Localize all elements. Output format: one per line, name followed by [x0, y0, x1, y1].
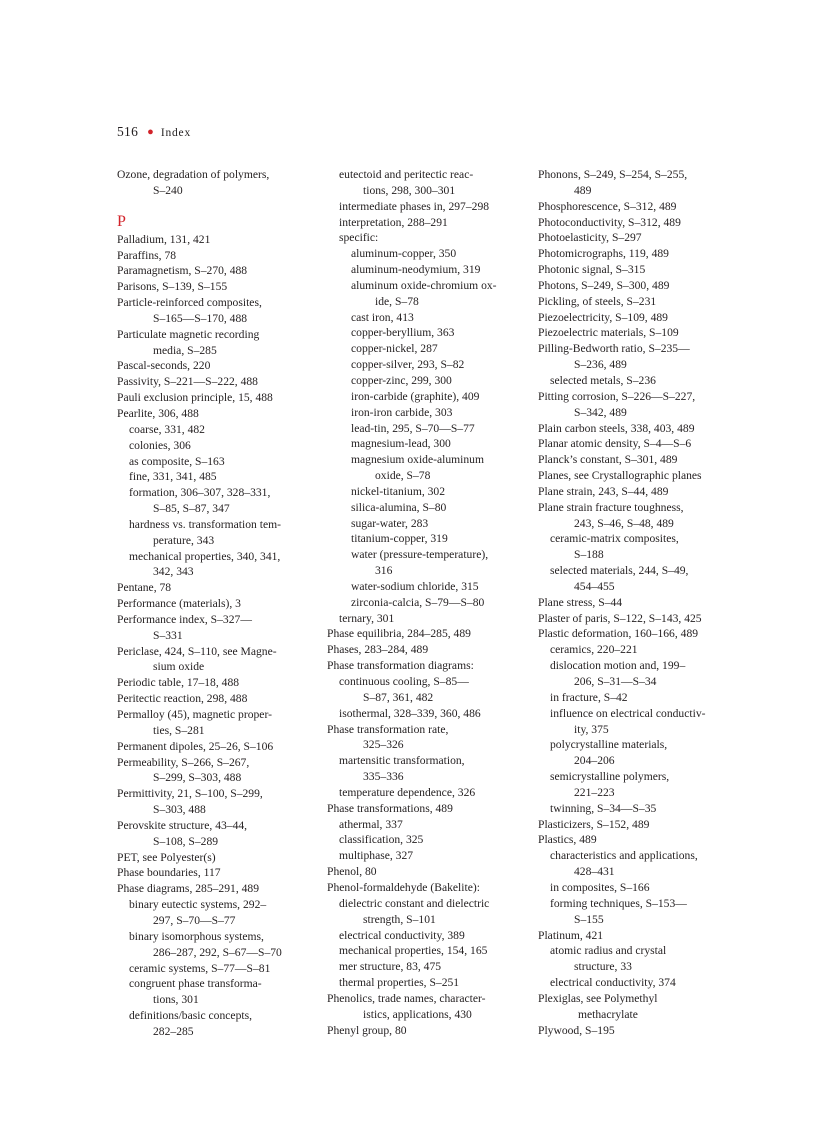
index-entry-continuation: methacrylate	[578, 1007, 638, 1021]
index-entry-continuation: 335–336	[363, 770, 404, 784]
index-entry: Phenolics, trade names, character-	[327, 991, 486, 1005]
index-entry: Plasticizers, S–152, 489	[538, 817, 650, 831]
index-entry: Plane strain fracture toughness,	[538, 500, 684, 514]
index-entry: Phases, 283–284, 489	[327, 643, 429, 657]
index-entry: Plane strain, 243, S–44, 489	[538, 484, 669, 498]
index-entry-continuation: S–188	[574, 548, 604, 562]
index-entry: Pickling, of steels, S–231	[538, 294, 657, 308]
index-entry: Permalloy (45), magnetic proper-	[117, 708, 272, 721]
index-entry-continuation: istics, applications, 430	[363, 1007, 472, 1021]
index-entry-continuation: 204–206	[574, 754, 615, 768]
index-subentry: magnesium oxide-aluminum	[351, 453, 484, 467]
index-subentry: silica-alumina, S–80	[351, 500, 447, 514]
index-subentry: selected materials, 244, S–49,	[550, 564, 689, 578]
index-subentry: electrical conductivity, 374	[550, 976, 676, 990]
index-subentry: fine, 331, 341, 485	[129, 470, 217, 484]
index-subentry: thermal properties, S–251	[339, 976, 460, 990]
index-subentry: ceramic-matrix composites,	[550, 532, 679, 546]
index-subentry: titanium-copper, 319	[351, 532, 448, 546]
index-subentry: forming techniques, S–153—	[550, 896, 687, 910]
index-entry: Periodic table, 17–18, 488	[117, 676, 240, 690]
index-entry: Pearlite, 306, 488	[117, 406, 199, 420]
index-entry-continuation: 221–223	[574, 785, 615, 799]
index-entry: Pitting corrosion, S–226—S–227,	[538, 389, 696, 403]
index-subentry: selected metals, S–236	[550, 373, 656, 387]
index-entry: Particle-reinforced composites,	[117, 296, 262, 310]
index-subentry: magnesium-lead, 300	[351, 437, 451, 451]
index-subentry: aluminum oxide-chromium ox-	[351, 278, 497, 292]
index-entry: Parisons, S–139, S–155	[117, 280, 228, 294]
index-subentry: definitions/basic concepts,	[129, 1009, 252, 1023]
page-number: 516	[117, 124, 139, 139]
index-entry-continuation: oxide, S–78	[375, 469, 431, 483]
index-subentry: classification, 325	[339, 833, 424, 847]
index-entry: Plastic deformation, 160–166, 489	[538, 627, 699, 641]
index-subentry: semicrystalline polymers,	[550, 770, 670, 784]
index-entry-continuation: strength, S–101	[363, 912, 436, 926]
index-entry: Peritectic reaction, 298, 488	[117, 692, 248, 706]
index-entry: Plaster of paris, S–122, S–143, 425	[538, 611, 702, 625]
index-entry: Piezoelectricity, S–109, 489	[538, 310, 668, 324]
index-entry-continuation: S–303, 488	[153, 803, 206, 817]
index-entry: Pauli exclusion principle, 15, 488	[117, 391, 273, 405]
index-entry-continuation: S–85, S–87, 347	[153, 502, 230, 516]
index-entry: Particulate magnetic recording	[117, 327, 260, 341]
index-subentry: in fracture, S–42	[550, 690, 628, 704]
index-entry: Perovskite structure, 43–44,	[117, 818, 248, 832]
index-entry: Performance index, S–327—	[117, 612, 252, 626]
index-subentry: eutectoid and peritectic reac-	[339, 168, 474, 181]
index-subentry: iron-carbide (graphite), 409	[351, 389, 480, 403]
index-entry: Pascal-seconds, 220	[117, 359, 211, 373]
index-subentry: dislocation motion and, 199–	[550, 659, 686, 673]
index-entry-continuation: 428–431	[574, 865, 615, 879]
index-entry: Paramagnetism, S–270, 488	[117, 264, 248, 278]
index-entry: Planck’s constant, S–301, 489	[538, 453, 678, 467]
index-entry-continuation: 243, S–46, S–48, 489	[574, 516, 674, 530]
index-subentry: characteristics and applications,	[550, 849, 698, 863]
index-entry: Performance (materials), 3	[117, 597, 241, 611]
index-entry: Palladium, 131, 421	[117, 232, 211, 246]
index-subentry: influence on electrical conductiv-	[550, 706, 706, 720]
index-entry-continuation: S–299, S–303, 488	[153, 771, 242, 785]
index-entry-continuation: S–108, S–289	[153, 834, 219, 848]
index-entry-continuation: S–331	[153, 628, 183, 642]
index-subentry: mechanical properties, 340, 341,	[129, 549, 281, 563]
index-entry-continuation: S–87, 361, 482	[363, 690, 434, 704]
index-entry: Phase transformations, 489	[327, 801, 453, 815]
index-subentry: cast iron, 413	[351, 310, 414, 324]
index-entry-continuation: structure, 33	[574, 960, 632, 974]
index-entry: Paraffins, 78	[117, 248, 177, 262]
index-subentry: atomic radius and crystal	[550, 944, 667, 958]
index-entry: Photomicrographs, 119, 489	[538, 247, 669, 261]
index-entry: Phonons, S–249, S–254, S–255,	[538, 168, 688, 181]
index-entry: Plastics, 489	[538, 833, 597, 847]
index-subentry: sugar-water, 283	[351, 516, 429, 530]
index-entry: Plane stress, S–44	[538, 595, 623, 609]
index-subentry: nickel-titanium, 302	[351, 484, 446, 498]
index-entry-continuation: 325–326	[363, 738, 404, 752]
index-entry: Plywood, S–195	[538, 1023, 615, 1037]
index-entry: Ozone, degradation of polymers,	[117, 168, 270, 181]
index-subentry: aluminum-copper, 350	[351, 247, 457, 261]
index-entry-continuation: perature, 343	[153, 533, 215, 547]
section-gap	[117, 199, 313, 213]
index-subentry: colonies, 306	[129, 438, 191, 452]
index-subentry: zirconia-calcia, S–79—S–80	[351, 595, 485, 609]
index-entry: Plain carbon steels, 338, 403, 489	[538, 421, 695, 435]
index-subentry: lead-tin, 295, S–70—S–77	[351, 421, 475, 435]
index-entry: Platinum, 421	[538, 928, 604, 942]
index-entry-continuation: 206, S–31—S–34	[574, 675, 657, 688]
index-entry: Photoconductivity, S–312, 489	[538, 215, 681, 229]
index-column-2	[327, 167, 525, 1038]
index-subentry: formation, 306–307, 328–331,	[129, 486, 271, 500]
index-entry-continuation: S–240	[153, 183, 183, 197]
index-subentry: twinning, S–34—S–35	[550, 801, 657, 815]
index-entry-continuation: ties, S–281	[153, 723, 205, 737]
index-entry: Permeability, S–266, S–267,	[117, 755, 250, 769]
index-subentry: mechanical properties, 154, 165	[339, 944, 488, 958]
bullet-icon: ●	[147, 126, 154, 138]
index-entry: Photonic signal, S–315	[538, 263, 646, 277]
index-subentry: iron-iron carbide, 303	[351, 405, 453, 419]
index-entry-continuation: S–236, 489	[574, 358, 627, 372]
index-subentry: binary isomorphous systems,	[129, 929, 264, 943]
index-subentry: water-sodium chloride, 315	[351, 579, 479, 593]
index-column-1	[117, 167, 313, 1040]
index-entry-continuation: 489	[574, 183, 592, 197]
index-subentry: copper-zinc, 299, 300	[351, 373, 452, 387]
index-entry: Piezoelectric materials, S–109	[538, 326, 679, 340]
index-entry-continuation: sium oxide	[153, 660, 205, 674]
index-entry: Phenol, 80	[327, 865, 377, 879]
index-subentry: athermal, 337	[339, 817, 403, 831]
index-entry-continuation: 454–455	[574, 579, 615, 593]
index-entry-continuation: 282–285	[153, 1024, 194, 1038]
index-column-3	[538, 167, 738, 1038]
index-entry-continuation: 297, S–70—S–77	[153, 913, 236, 927]
index-entry-continuation: S–155	[574, 912, 604, 926]
index-subentry: intermediate phases in, 297–298	[339, 199, 490, 213]
index-subentry: continuous cooling, S–85—	[339, 675, 469, 688]
index-entry-continuation: tions, 301	[153, 993, 199, 1007]
index-entry: Pilling-Bedworth ratio, S–235—	[538, 342, 690, 356]
index-entry-continuation: S–165—S–170, 488	[153, 311, 248, 325]
section-title: Index	[160, 127, 191, 139]
index-entry-continuation: 286–287, 292, S–67—S–70	[153, 945, 282, 959]
index-entry: Plexiglas, see Polymethyl	[538, 991, 658, 1005]
index-entry: Phosphorescence, S–312, 489	[538, 199, 677, 213]
index-entry-continuation: 342, 343	[153, 565, 194, 579]
index-subentry: martensitic transformation,	[339, 754, 465, 768]
index-entry: Permittivity, 21, S–100, S–299,	[117, 787, 263, 801]
index-entry-continuation: media, S–285	[153, 343, 217, 357]
index-entry: Pentane, 78	[117, 581, 172, 595]
index-entry: Phase transformation rate,	[327, 722, 449, 736]
index-subentry: copper-nickel, 287	[351, 342, 438, 356]
index-subentry: ceramic systems, S–77—S–81	[129, 961, 271, 975]
index-entry: Phase transformation diagrams:	[327, 659, 474, 673]
index-subentry: mer structure, 83, 475	[339, 960, 442, 974]
index-subentry: hardness vs. transformation tem-	[129, 517, 281, 531]
index-subentry: coarse, 331, 482	[129, 422, 205, 436]
running-header	[117, 124, 191, 141]
index-entry-continuation: tions, 298, 300–301	[363, 183, 456, 197]
index-entry-continuation: S–342, 489	[574, 405, 627, 419]
index-entry: Phase equilibria, 284–285, 489	[327, 627, 471, 641]
index-entry: Phenyl group, 80	[327, 1023, 407, 1037]
index-entry-continuation: 316	[375, 564, 393, 578]
index-subentry: as composite, S–163	[129, 454, 225, 468]
index-entry-continuation: ide, S–78	[375, 294, 419, 308]
index-subentry: in composites, S–166	[550, 880, 650, 894]
index-entry: Periclase, 424, S–110, see Magne-	[117, 644, 277, 658]
index-subentry: interpretation, 288–291	[339, 215, 448, 229]
index-entry: Phase diagrams, 285–291, 489	[117, 882, 260, 896]
index-subentry: temperature dependence, 326	[339, 785, 476, 799]
index-entry: Planes, see Crystallographic planes	[538, 469, 702, 483]
index-subentry: polycrystalline materials,	[550, 738, 668, 752]
index-subentry: multiphase, 327	[339, 849, 414, 863]
index-entry: Permanent dipoles, 25–26, S–106	[117, 739, 274, 753]
index-subentry: isothermal, 328–339, 360, 486	[339, 706, 481, 720]
index-subentry: ternary, 301	[339, 611, 395, 625]
index-entry: Phenol-formaldehyde (Bakelite):	[327, 880, 480, 894]
index-subentry: electrical conductivity, 389	[339, 928, 465, 942]
index-subentry: copper-silver, 293, S–82	[351, 358, 465, 372]
index-entry: Passivity, S–221—S–222, 488	[117, 375, 258, 389]
index-subentry: aluminum-neodymium, 319	[351, 263, 481, 277]
index-entry: Photons, S–249, S–300, 489	[538, 278, 670, 292]
index-subentry: congruent phase transforma-	[129, 977, 262, 991]
index-entry-continuation: ity, 375	[574, 722, 609, 736]
index-subentry: dielectric constant and dielectric	[339, 896, 490, 910]
index-letter-heading: P	[117, 212, 126, 230]
index-entry: PET, see Polyester(s)	[117, 850, 216, 864]
index-subentry: specific:	[339, 231, 379, 245]
index-subentry: copper-beryllium, 363	[351, 326, 455, 340]
index-subentry: ceramics, 220–221	[550, 643, 638, 657]
index-entry: Planar atomic density, S–4—S–6	[538, 437, 692, 451]
index-subentry: water (pressure-temperature),	[351, 548, 489, 562]
index-entry: Phase boundaries, 117	[117, 866, 221, 880]
index-subentry: binary eutectic systems, 292–	[129, 898, 267, 912]
index-entry: Photoelasticity, S–297	[538, 231, 642, 245]
